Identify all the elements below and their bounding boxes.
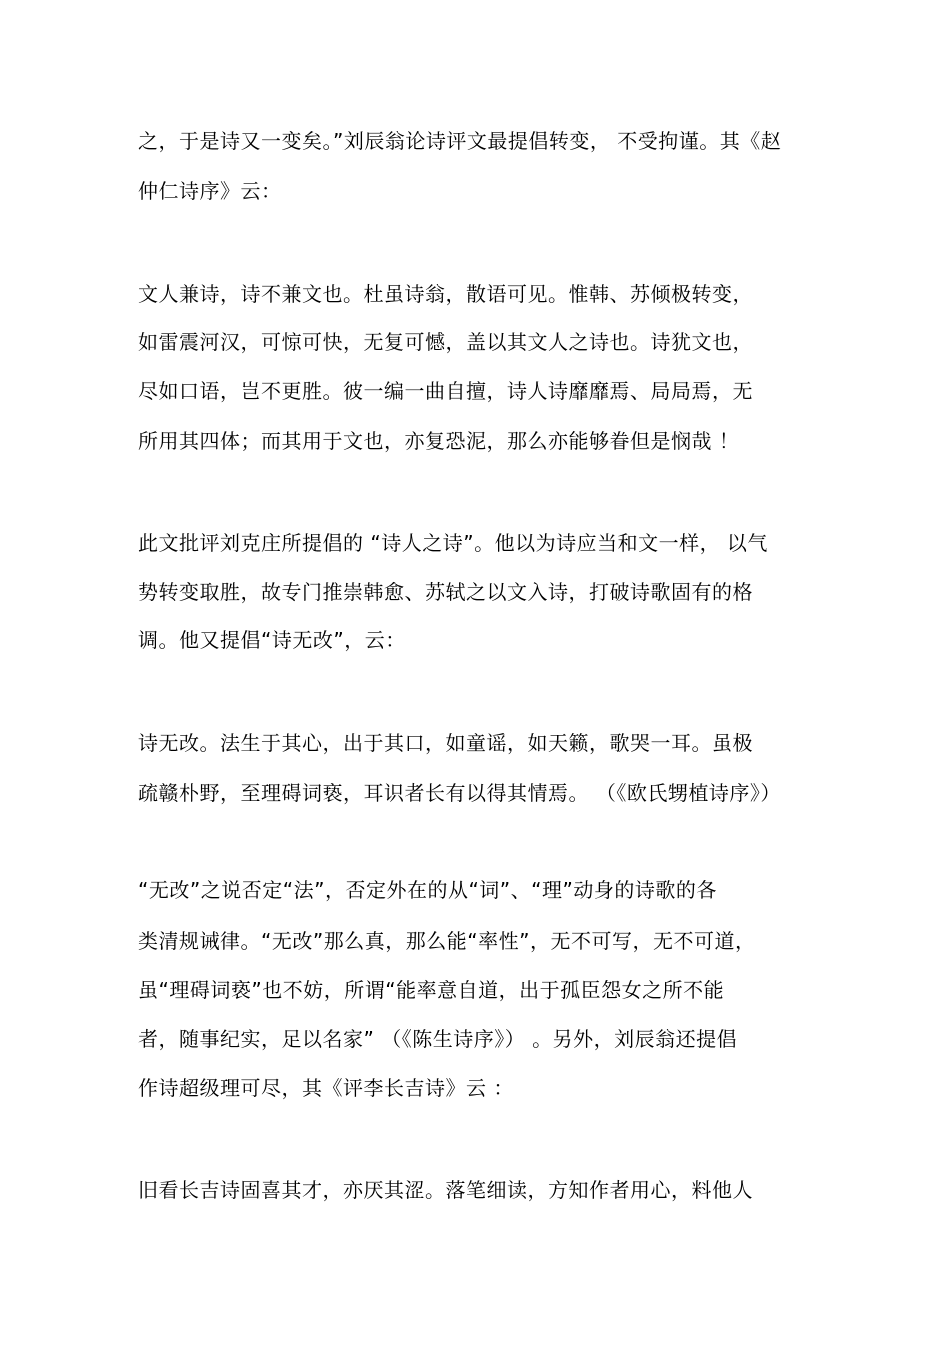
text-line: 类清规诫律。“无改”那么真，那么能“率性”，无不可写，无不可道， xyxy=(138,929,756,953)
text-line: “无改”之说否定“法”，否定外在的从“词”、“理”动身的诗歌的各 xyxy=(138,878,717,902)
quote-line: 尽如口语，岂不更胜。彼一编一曲自擅，诗人诗靡靡焉、局局焉，无 xyxy=(138,379,753,403)
text-line: 虽“理碍词亵”也不妨，所谓“能率意自道，出于孤臣怨女之所不能 xyxy=(138,978,725,1002)
text-line: 作诗超级理可尽，其《评李长吉诗》云 ： xyxy=(138,1076,514,1100)
quote-line: 旧看长吉诗固喜其才，亦厌其涩。落笔细读，方知作者用心，料他人 xyxy=(138,1178,753,1202)
text-line: 仲仁诗序》云： xyxy=(138,179,282,203)
quote-line: 诗无改。法生于其心，出于其口，如童谣，如天籁，歌哭一耳。虽极 xyxy=(138,731,753,755)
quote-line: 文人兼诗，诗不兼文也。杜虽诗翁，散语可见。惟韩、苏倾极转变， xyxy=(138,282,753,306)
text-line: 调。他又提倡“诗无改”，云： xyxy=(138,628,406,652)
text-line: 势转变取胜，故专门推崇韩愈、苏轼之以文入诗，打破诗歌固有的格 xyxy=(138,580,753,604)
quote-line: 所用其四体；而其用于文也，亦复恐泥，那么亦能够眷但是悯哉 ！ xyxy=(138,429,740,453)
text-line: 之，于是诗又一变矣。”刘辰翁论诗评文最提倡转变， 不受拘谨。其《赵 xyxy=(138,129,782,153)
text-line: 此文批评刘克庄所提倡的 “诗人之诗”。他以为诗应当和文一样， 以气 xyxy=(138,531,768,555)
quote-line: 如雷震河汉，可惊可快，无复可憾，盖以其文人之诗也。诗犹文也， xyxy=(138,330,753,354)
text-line: 者，随事纪实，足以名家” （《陈生诗序》） 。另外，刘辰翁还提倡 xyxy=(138,1027,738,1051)
quote-line: 疏赣朴野，至理碍词亵，耳识者长有以得其情焉。 （《欧氏甥植诗序》） xyxy=(138,781,781,805)
